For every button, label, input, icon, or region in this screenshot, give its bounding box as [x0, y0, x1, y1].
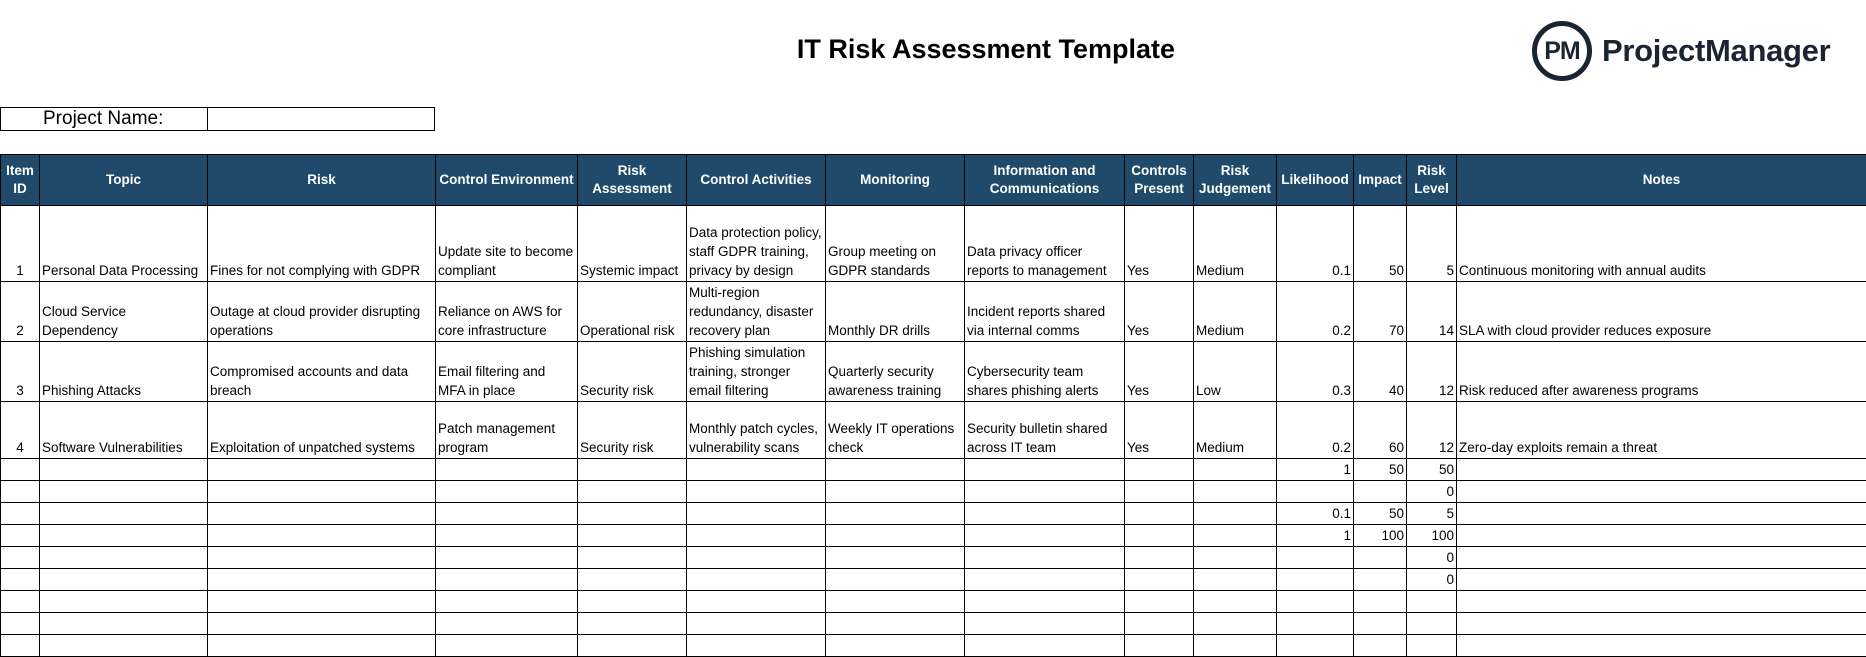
cell-impact[interactable]: 50: [1354, 206, 1407, 282]
cell-item-id[interactable]: [1, 459, 40, 481]
cell-controls-present[interactable]: [1125, 503, 1194, 525]
cell-risk-judgement[interactable]: [1194, 613, 1277, 635]
cell-control-environment[interactable]: [436, 591, 578, 613]
cell-risk-assessment[interactable]: Security risk: [578, 402, 687, 459]
cell-likelihood[interactable]: [1277, 569, 1354, 591]
cell-controls-present[interactable]: [1125, 635, 1194, 657]
cell-control-activities[interactable]: [687, 569, 826, 591]
cell-monitoring[interactable]: [826, 569, 965, 591]
cell-risk-judgement[interactable]: [1194, 525, 1277, 547]
cell-control-environment[interactable]: [436, 459, 578, 481]
col-header-information-communications: Information and Communications: [965, 155, 1125, 206]
cell-likelihood[interactable]: 0.3: [1277, 342, 1354, 402]
cell-topic[interactable]: [40, 547, 208, 569]
cell-monitoring[interactable]: Group meeting on GDPR standards: [826, 206, 965, 282]
cell-information-communications[interactable]: [965, 503, 1125, 525]
cell-control-environment[interactable]: Update site to become compliant: [436, 206, 578, 282]
cell-impact[interactable]: 60: [1354, 402, 1407, 459]
cell-notes[interactable]: Zero-day exploits remain a threat: [1457, 402, 1866, 459]
cell-risk-level[interactable]: [1407, 613, 1457, 635]
col-header-monitoring: Monitoring: [826, 155, 965, 206]
project-name-label: Project Name:: [0, 107, 207, 131]
cell-risk-judgement[interactable]: Medium: [1194, 282, 1277, 342]
col-header-impact: Impact: [1354, 155, 1407, 206]
cell-control-environment[interactable]: Patch management program: [436, 402, 578, 459]
cell-information-communications[interactable]: [965, 569, 1125, 591]
cell-information-communications[interactable]: [965, 481, 1125, 503]
cell-notes[interactable]: [1457, 459, 1866, 481]
cell-control-environment[interactable]: Email filtering and MFA in place: [436, 342, 578, 402]
table-row: [1, 547, 1866, 569]
cell-likelihood[interactable]: 0.2: [1277, 282, 1354, 342]
cell-risk-assessment[interactable]: [578, 459, 687, 481]
cell-impact[interactable]: 50: [1354, 503, 1407, 525]
cell-risk[interactable]: [208, 569, 436, 591]
cell-monitoring[interactable]: [826, 591, 965, 613]
cell-topic[interactable]: [40, 569, 208, 591]
cell-impact[interactable]: [1354, 613, 1407, 635]
cell-notes[interactable]: [1457, 481, 1866, 503]
cell-control-activities[interactable]: [687, 547, 826, 569]
cell-control-activities[interactable]: [687, 481, 826, 503]
cell-control-activities[interactable]: Data protection policy, staff GDPR training, privacy by design: [687, 206, 826, 282]
cell-item-id[interactable]: 4: [1, 402, 40, 459]
cell-notes[interactable]: Risk reduced after awareness programs: [1457, 342, 1866, 402]
cell-monitoring[interactable]: Weekly IT operations check: [826, 402, 965, 459]
col-header-control-activities: Control Activities: [687, 155, 826, 206]
cell-control-activities[interactable]: Phishing simulation training, stronger email filtering: [687, 342, 826, 402]
cell-risk-assessment[interactable]: [578, 525, 687, 547]
cell-information-communications[interactable]: [965, 635, 1125, 657]
cell-item-id[interactable]: [1, 525, 40, 547]
cell-information-communications[interactable]: [965, 525, 1125, 547]
cell-controls-present[interactable]: [1125, 613, 1194, 635]
cell-topic[interactable]: [40, 481, 208, 503]
cell-likelihood[interactable]: 0.1: [1277, 206, 1354, 282]
cell-controls-present[interactable]: [1125, 569, 1194, 591]
page-title: IT Risk Assessment Template: [0, 34, 1866, 65]
cell-notes[interactable]: [1457, 525, 1866, 547]
cell-monitoring[interactable]: Quarterly security awareness training: [826, 342, 965, 402]
cell-notes[interactable]: [1457, 635, 1866, 657]
cell-control-environment[interactable]: [436, 525, 578, 547]
cell-risk[interactable]: [208, 613, 436, 635]
cell-information-communications[interactable]: [965, 613, 1125, 635]
cell-monitoring[interactable]: [826, 481, 965, 503]
empty-rows: [1, 459, 1866, 657]
cell-risk-level[interactable]: 14: [1407, 282, 1457, 342]
cell-risk-judgement[interactable]: Low: [1194, 342, 1277, 402]
cell-risk-judgement[interactable]: Medium: [1194, 206, 1277, 282]
cell-risk-level[interactable]: 100: [1407, 525, 1457, 547]
cell-information-communications[interactable]: Security bulletin shared across IT team: [965, 402, 1125, 459]
table-row: [1, 282, 1866, 342]
cell-risk[interactable]: [208, 459, 436, 481]
cell-risk[interactable]: Outage at cloud provider disrupting operations: [208, 282, 436, 342]
cell-information-communications[interactable]: Data privacy officer reports to management: [965, 206, 1125, 282]
cell-control-environment[interactable]: [436, 569, 578, 591]
cell-controls-present[interactable]: [1125, 525, 1194, 547]
cell-risk[interactable]: [208, 525, 436, 547]
cell-impact[interactable]: [1354, 547, 1407, 569]
table-row: [1, 525, 1866, 547]
col-header-item-id: Item ID: [1, 155, 40, 206]
cell-control-activities[interactable]: [687, 613, 826, 635]
cell-topic[interactable]: [40, 459, 208, 481]
col-header-topic: Topic: [40, 155, 208, 206]
cell-topic[interactable]: Cloud Service Dependency: [40, 282, 208, 342]
cell-topic[interactable]: [40, 635, 208, 657]
cell-risk-assessment[interactable]: [578, 547, 687, 569]
cell-likelihood[interactable]: [1277, 547, 1354, 569]
cell-control-activities[interactable]: [687, 459, 826, 481]
cell-item-id[interactable]: 2: [1, 282, 40, 342]
cell-likelihood[interactable]: [1277, 635, 1354, 657]
cell-item-id[interactable]: [1, 569, 40, 591]
cell-control-environment[interactable]: [436, 613, 578, 635]
cell-risk[interactable]: Exploitation of unpatched systems: [208, 402, 436, 459]
cell-control-environment[interactable]: Reliance on AWS for core infrastructure: [436, 282, 578, 342]
cell-notes[interactable]: [1457, 569, 1866, 591]
cell-topic[interactable]: [40, 503, 208, 525]
cell-control-environment[interactable]: [436, 547, 578, 569]
cell-impact[interactable]: 70: [1354, 282, 1407, 342]
cell-control-environment[interactable]: [436, 635, 578, 657]
cell-risk[interactable]: Fines for not complying with GDPR: [208, 206, 436, 282]
cell-topic[interactable]: [40, 591, 208, 613]
cell-likelihood[interactable]: 1: [1277, 459, 1354, 481]
cell-controls-present[interactable]: Yes: [1125, 282, 1194, 342]
col-header-risk-level: Risk Level: [1407, 155, 1457, 206]
cell-controls-present[interactable]: Yes: [1125, 402, 1194, 459]
project-name-field[interactable]: [207, 107, 435, 131]
cell-risk-level[interactable]: 0: [1407, 569, 1457, 591]
cell-risk-assessment[interactable]: [578, 481, 687, 503]
risk-table: [0, 154, 1866, 657]
cell-impact[interactable]: [1354, 635, 1407, 657]
cell-control-activities[interactable]: [687, 591, 826, 613]
cell-information-communications[interactable]: Incident reports shared via internal comms: [965, 282, 1125, 342]
table-row: [1, 635, 1866, 657]
cell-item-id[interactable]: [1, 613, 40, 635]
cell-risk-level[interactable]: [1407, 591, 1457, 613]
cell-risk-assessment[interactable]: [578, 503, 687, 525]
cell-item-id[interactable]: 3: [1, 342, 40, 402]
cell-likelihood[interactable]: [1277, 481, 1354, 503]
cell-likelihood[interactable]: 0.1: [1277, 503, 1354, 525]
cell-risk-level[interactable]: 12: [1407, 402, 1457, 459]
cell-risk-assessment[interactable]: Operational risk: [578, 282, 687, 342]
cell-control-activities[interactable]: [687, 525, 826, 547]
col-header-risk-assessment: Risk Assessment: [578, 155, 687, 206]
brand-logo: [1532, 18, 1830, 84]
cell-risk-level[interactable]: 5: [1407, 206, 1457, 282]
col-header-control-environment: Control Environment: [436, 155, 578, 206]
table-row: [1, 613, 1866, 635]
cell-controls-present[interactable]: [1125, 591, 1194, 613]
cell-information-communications[interactable]: [965, 547, 1125, 569]
table-row: [1, 459, 1866, 481]
col-header-notes: Notes: [1457, 155, 1866, 206]
col-header-likelihood: Likelihood: [1277, 155, 1354, 206]
cell-risk-assessment[interactable]: Systemic impact: [578, 206, 687, 282]
cell-risk-judgement[interactable]: [1194, 591, 1277, 613]
cell-impact[interactable]: [1354, 481, 1407, 503]
cell-risk[interactable]: [208, 547, 436, 569]
cell-monitoring[interactable]: [826, 613, 965, 635]
table-row: [1, 481, 1866, 503]
table-row: [1, 342, 1866, 402]
cell-control-activities[interactable]: [687, 635, 826, 657]
cell-monitoring[interactable]: [826, 547, 965, 569]
table-row: [1, 503, 1866, 525]
cell-topic[interactable]: [40, 613, 208, 635]
cell-likelihood[interactable]: 1: [1277, 525, 1354, 547]
col-header-controls-present: Controls Present: [1125, 155, 1194, 206]
cell-risk-judgement[interactable]: [1194, 569, 1277, 591]
cell-notes[interactable]: [1457, 503, 1866, 525]
cell-item-id[interactable]: [1, 547, 40, 569]
cell-risk[interactable]: Compromised accounts and data breach: [208, 342, 436, 402]
cell-risk-level[interactable]: 0: [1407, 547, 1457, 569]
cell-risk-judgement[interactable]: [1194, 503, 1277, 525]
cell-risk[interactable]: [208, 481, 436, 503]
cell-notes[interactable]: [1457, 547, 1866, 569]
cell-risk-judgement[interactable]: [1194, 547, 1277, 569]
cell-risk-assessment[interactable]: [578, 635, 687, 657]
cell-topic[interactable]: Software Vulnerabilities: [40, 402, 208, 459]
cell-impact[interactable]: [1354, 591, 1407, 613]
cell-risk-judgement[interactable]: Medium: [1194, 402, 1277, 459]
cell-item-id[interactable]: 1: [1, 206, 40, 282]
cell-risk-level[interactable]: 0: [1407, 481, 1457, 503]
cell-information-communications[interactable]: [965, 459, 1125, 481]
cell-risk-level[interactable]: 12: [1407, 342, 1457, 402]
cell-risk-assessment[interactable]: [578, 569, 687, 591]
col-header-risk-judgement: Risk Judgement: [1194, 155, 1277, 206]
cell-risk-assessment[interactable]: Security risk: [578, 342, 687, 402]
cell-control-activities[interactable]: Multi-region redundancy, disaster recovery plan: [687, 282, 826, 342]
cell-risk-assessment[interactable]: [578, 613, 687, 635]
cell-topic[interactable]: [40, 525, 208, 547]
cell-risk[interactable]: [208, 503, 436, 525]
brand-name: ProjectManager: [1602, 33, 1830, 69]
cell-risk-level[interactable]: [1407, 635, 1457, 657]
header-row: [1, 155, 1866, 206]
cell-control-activities[interactable]: [687, 503, 826, 525]
cell-item-id[interactable]: [1, 503, 40, 525]
cell-risk[interactable]: [208, 591, 436, 613]
cell-controls-present[interactable]: [1125, 481, 1194, 503]
cell-control-environment[interactable]: [436, 503, 578, 525]
cell-monitoring[interactable]: Monthly DR drills: [826, 282, 965, 342]
cell-notes[interactable]: [1457, 613, 1866, 635]
cell-monitoring[interactable]: [826, 503, 965, 525]
table-row: [1, 591, 1866, 613]
cell-controls-present[interactable]: Yes: [1125, 206, 1194, 282]
cell-risk-judgement[interactable]: [1194, 635, 1277, 657]
cell-notes[interactable]: Continuous monitoring with annual audits: [1457, 206, 1866, 282]
cell-risk-judgement[interactable]: [1194, 459, 1277, 481]
cell-risk[interactable]: [208, 635, 436, 657]
cell-impact[interactable]: 40: [1354, 342, 1407, 402]
cell-information-communications[interactable]: [965, 591, 1125, 613]
cell-information-communications[interactable]: Cybersecurity team shares phishing alerts: [965, 342, 1125, 402]
cell-controls-present[interactable]: [1125, 459, 1194, 481]
cell-impact[interactable]: 50: [1354, 459, 1407, 481]
cell-risk-assessment[interactable]: [578, 591, 687, 613]
cell-topic[interactable]: Personal Data Processing: [40, 206, 208, 282]
cell-impact[interactable]: 100: [1354, 525, 1407, 547]
col-header-risk: Risk: [208, 155, 436, 206]
cell-likelihood[interactable]: [1277, 613, 1354, 635]
cell-risk-judgement[interactable]: [1194, 481, 1277, 503]
cell-risk-level[interactable]: 5: [1407, 503, 1457, 525]
cell-controls-present[interactable]: [1125, 547, 1194, 569]
cell-risk-level[interactable]: 50: [1407, 459, 1457, 481]
cell-item-id[interactable]: [1, 481, 40, 503]
cell-item-id[interactable]: [1, 591, 40, 613]
cell-control-activities[interactable]: Monthly patch cycles, vulnerability scans: [687, 402, 826, 459]
cell-likelihood[interactable]: [1277, 591, 1354, 613]
table-row: [1, 569, 1866, 591]
cell-topic[interactable]: Phishing Attacks: [40, 342, 208, 402]
pm-logo-icon: PM: [1532, 21, 1592, 81]
cell-impact[interactable]: [1354, 569, 1407, 591]
cell-monitoring[interactable]: [826, 459, 965, 481]
cell-control-environment[interactable]: [436, 481, 578, 503]
cell-notes[interactable]: [1457, 591, 1866, 613]
cell-notes[interactable]: SLA with cloud provider reduces exposure: [1457, 282, 1866, 342]
table-row: [1, 206, 1866, 282]
cell-item-id[interactable]: [1, 635, 40, 657]
table-row: [1, 402, 1866, 459]
cell-monitoring[interactable]: [826, 635, 965, 657]
cell-controls-present[interactable]: Yes: [1125, 342, 1194, 402]
cell-likelihood[interactable]: 0.2: [1277, 402, 1354, 459]
cell-monitoring[interactable]: [826, 525, 965, 547]
